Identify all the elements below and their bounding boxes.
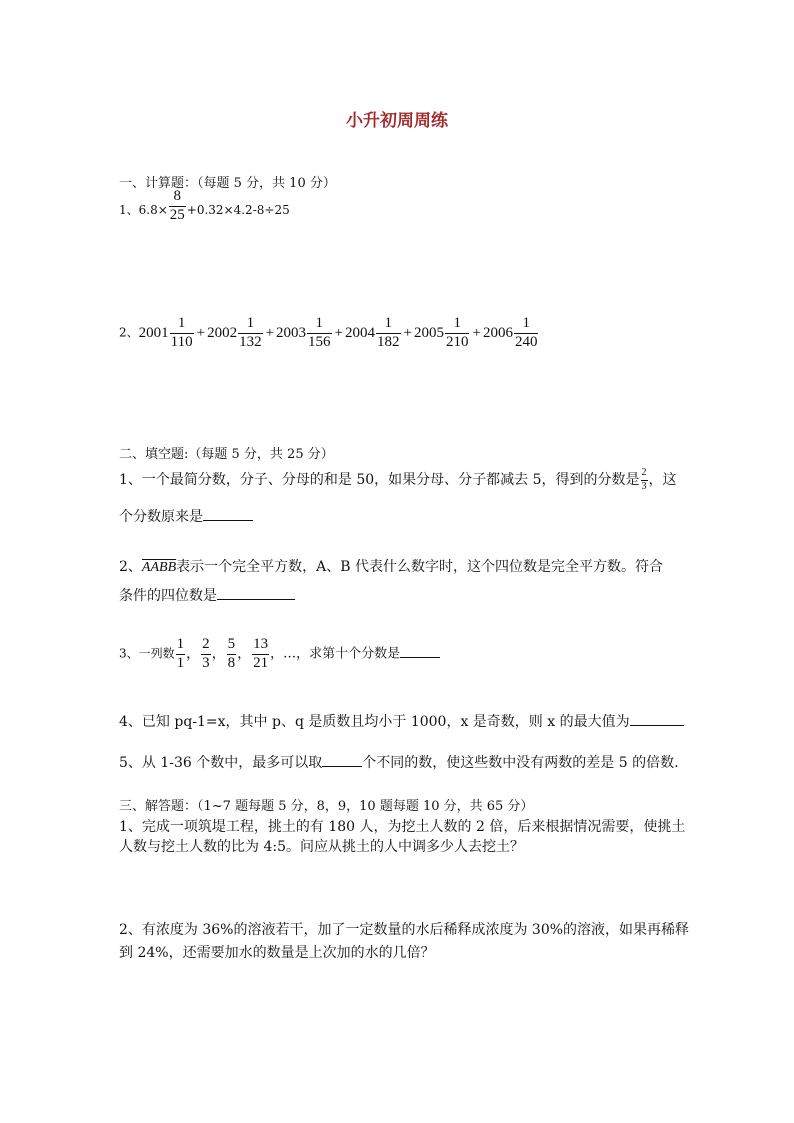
fraction-numerator: 1 [246,315,255,331]
page-title: 小升初周周练 [346,111,448,131]
mixed-number-fraction [307,316,332,351]
question-2-2 [119,556,663,576]
question-2-1-line2 [119,506,253,526]
plus-sign: + [196,324,206,341]
mixed-number-fraction [238,316,263,351]
mixed-number-fraction [170,316,194,351]
question-2-5 [119,752,679,772]
fraction-numerator: 2 [202,636,210,652]
sequence-fraction [227,637,237,672]
mixed-number-whole: 2001 [138,324,169,341]
fraction-numerator: 1 [522,315,530,331]
fraction-denominator: 240 [514,333,538,350]
fraction-numerator: 5 [227,636,236,652]
q2-1-fraction [641,468,648,492]
q1-1-frac-num: 8 [173,188,182,204]
fraction-denominator: 132 [239,333,262,350]
q1-2-expression [138,315,540,350]
fraction-numerator: 13 [253,636,269,652]
q2-1-answer-blank[interactable] [203,519,253,521]
q2-1-frac-num: 2 [641,467,647,478]
question-3-1-line1: 1、完成一项筑堤工程，挑土的有 180 人，为挖土人数的 2 倍，后来根据情况需要，使挑土 [119,819,686,835]
mixed-number-whole: 2002 [207,324,238,341]
fraction-denominator: 156 [308,333,331,350]
question-1-2 [119,316,539,351]
mixed-number-whole: 2004 [345,324,375,341]
plus-sign: + [265,324,275,341]
sequence-fraction [201,637,211,672]
fraction-numerator: 1 [177,315,186,331]
q2-2-overline-aabb: AABB [141,560,177,575]
q1-1-frac-den: 25 [169,206,185,223]
q2-2-answer-blank[interactable] [217,598,295,600]
q2-3-prefix: 3、一列数 [119,646,175,661]
q2-1-line1-end: ，这 [648,472,677,488]
fraction-numerator: 1 [384,315,392,331]
fraction-denominator: 182 [377,333,400,350]
question-1-1 [119,188,290,224]
fraction-numerator: 1 [453,315,461,331]
mixed-number-whole: 2005 [413,324,444,341]
q1-1-suffix: +0.32×4.2-8÷25 [186,202,290,217]
q2-4-answer-blank[interactable] [630,724,684,726]
sequence-fraction [252,637,269,672]
q2-3-suffix: ，…，求第十个分数是 [270,646,401,662]
q2-4-text: 4、已知 pq-1=x，其中 p、q 是质数且均小于 1000，x 是奇数，则 x 的最大值为 [119,714,630,730]
comma-separator: ， [186,646,201,662]
comma-separator: ， [237,646,252,662]
plus-sign: + [334,324,343,341]
mixed-number-fraction [445,316,470,351]
question-2-4 [119,711,684,731]
section-3-heading: 三、解答题：（1~7 题每题 5 分，8，9，10 题每题 10 分，共 65 分） [119,799,534,814]
q2-2-line1: 表示一个完全平方数，A、B 代表什么数字时，这个四位数是完全平方数。符合 [176,559,663,575]
q2-5-before: 5、从 1-36 个数中，最多可以取 [119,755,323,771]
q2-3-answer-blank[interactable] [400,656,440,658]
q2-5-after: 个不同的数，使这些数中没有两数的差是 5 的倍数. [362,755,679,771]
fraction-denominator: 110 [170,333,193,350]
question-2-2-line2 [119,585,295,605]
question-3-2-line1: 2、有浓度为 36%的溶液若干，加了一定数量的水后稀释成浓度为 30%的溶液，如果再稀释 [119,922,690,938]
mixed-number-whole: 2003 [276,324,307,341]
fraction-numerator: 1 [176,636,185,652]
q2-2-line2: 条件的四位数是 [119,588,217,604]
q2-1-frac-den: 3 [641,480,647,492]
mixed-number-fraction [514,316,539,351]
plus-sign: + [472,324,481,341]
q2-5-answer-blank[interactable] [322,765,362,767]
fraction-denominator: 3 [202,654,210,671]
comma-separator: ， [211,646,226,662]
q1-1-prefix: 1、6.8× [119,202,168,217]
fraction-numerator: 1 [315,315,324,331]
q2-3-fractions [175,636,271,671]
fraction-denominator: 210 [445,333,469,350]
section-1-heading: 一、计算题：（每题 5 分，共 10 分） [119,176,336,191]
fraction-denominator: 8 [227,654,236,671]
q2-1-line1: 1、一个最简分数，分子、分母的和是 50，如果分母、分子都减去 5，得到的分数是 [119,472,640,488]
plus-sign: + [403,324,412,341]
question-3-1-line2: 人数与挖土人数的比为 4:5。问应从挑土的人中调多少人去挖土？ [119,839,524,855]
mixed-number-whole: 2006 [482,324,513,341]
q2-2-prefix: 2、 [119,559,142,575]
sequence-fraction [176,637,186,672]
q1-2-prefix: 2、 [119,325,139,340]
mixed-number-fraction [376,316,401,351]
fraction-denominator: 21 [253,654,269,671]
q2-1-line2: 个分数原来是 [119,509,203,525]
q1-1-fraction [169,189,186,224]
question-3-2-line2: 到 24%，还需要加水的数量是上次加的水的几倍？ [119,945,435,961]
section-2-heading: 二、填空题:（每题 5 分，共 25 分） [119,447,334,462]
question-2-1 [119,468,677,492]
question-2-3 [119,637,440,672]
fraction-denominator: 1 [176,654,185,671]
